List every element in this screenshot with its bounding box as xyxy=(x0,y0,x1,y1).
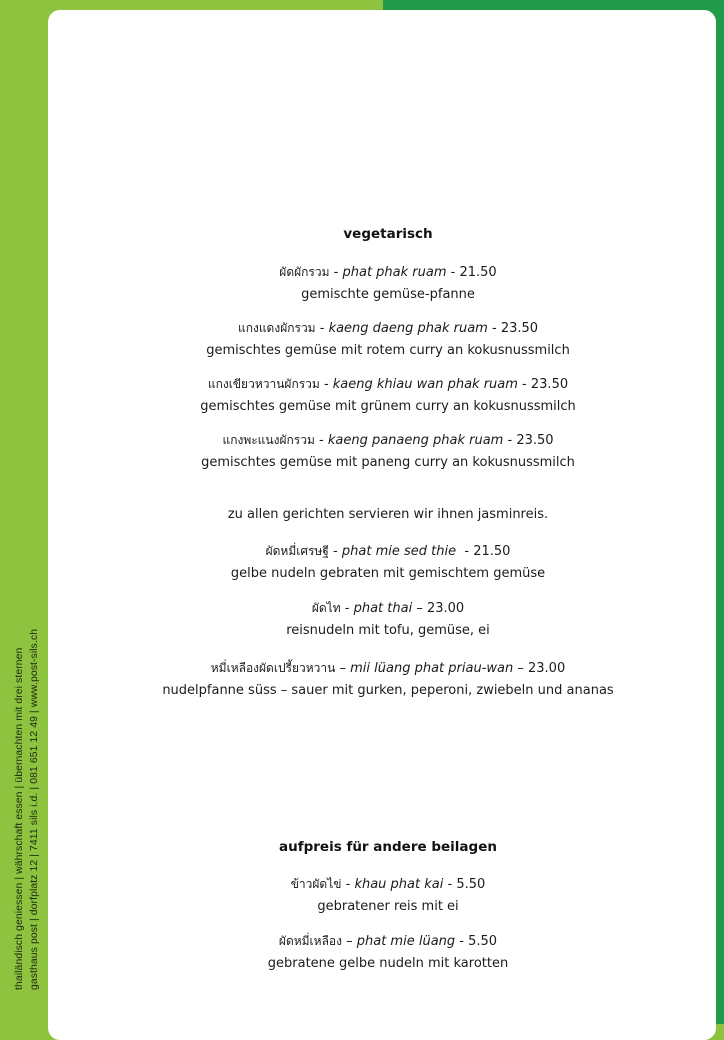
jasmine-rice-note: zu allen gerichten servieren wir ihnen jasminreis. xyxy=(227,507,549,522)
separator: - xyxy=(503,433,517,448)
menu-item-title-line xyxy=(48,429,724,452)
thai-name: ผัดไท xyxy=(311,601,341,615)
separator: - xyxy=(315,321,329,336)
separator: - xyxy=(446,265,460,280)
transliteration: phat phak ruam xyxy=(342,265,447,280)
price: 23.00 xyxy=(528,661,566,676)
menu-item xyxy=(48,930,724,975)
transliteration: phat thai xyxy=(353,601,413,616)
transliteration: mii lüang phat priau-wan xyxy=(350,661,514,676)
thai-name: ข้าวผัดไข่ xyxy=(290,877,342,891)
menu-item-description: gemischte gemüse-pfanne xyxy=(301,287,475,302)
menu-item-title-line xyxy=(48,930,724,953)
menu-item-description: gelbe nudeln gebraten mit gemischtem gemüse xyxy=(230,566,546,581)
separator: - xyxy=(517,377,531,392)
separator: - xyxy=(314,433,328,448)
separator: - xyxy=(487,321,501,336)
menu-item-description: gebratener reis mit ei xyxy=(317,899,459,914)
section-title-vegetarisch: vegetarisch xyxy=(343,226,433,242)
menu-item-description: gemischtes gemüse mit grünem curry an kokusnussmilch xyxy=(200,399,576,414)
separator: - xyxy=(456,544,474,559)
separator: - xyxy=(340,601,354,616)
menu-item-title-line xyxy=(48,873,724,896)
menu-item xyxy=(48,261,724,306)
price: 23.50 xyxy=(516,433,554,448)
menu-item-title-line xyxy=(48,540,724,563)
separator: – xyxy=(341,934,357,949)
menu-item-description: gemischtes gemüse mit paneng curry an kokusnussmilch xyxy=(201,455,575,470)
transliteration: kaeng panaeng phak ruam xyxy=(327,433,504,448)
menu-item-title-line xyxy=(48,261,724,284)
thai-name: แกงพะแนงผักรวม xyxy=(222,433,315,447)
transliteration: khau phat kai xyxy=(354,877,444,892)
thai-name: หมี่เหลืองผัดเปรี้ยวหวาน xyxy=(210,661,336,675)
separator: - xyxy=(328,544,342,559)
separator: – xyxy=(335,661,351,676)
sidebar-line-2: gasthaus post | dorfplatz 12 | 7411 sils i.d. | 081 651 12 49 | www.post-sils.ch xyxy=(29,628,40,990)
separator: - xyxy=(319,377,333,392)
menu-item-description: gemischtes gemüse mit rotem curry an kokusnussmilch xyxy=(206,343,570,358)
sidebar-line-1: thailändisch geniessen | währschaft essen | übernachten mit drei sternen xyxy=(14,647,25,990)
separator: - xyxy=(443,877,457,892)
separator: - xyxy=(329,265,343,280)
menu-item xyxy=(48,429,724,474)
menu-item-description: nudelpfanne süss – sauer mit gurken, peperoni, zwiebeln und ananas xyxy=(162,683,614,698)
separator: – xyxy=(412,601,427,616)
menu-item xyxy=(48,373,724,418)
price: 23.00 xyxy=(426,601,465,616)
menu-item-description: gebratene gelbe nudeln mit karotten xyxy=(267,956,509,971)
menu-item-title-line xyxy=(48,657,724,680)
menu-item xyxy=(48,597,724,642)
price: 21.50 xyxy=(459,265,497,280)
transliteration: phat mie lüang xyxy=(356,934,456,949)
thai-name: แกงแดงผักรวม xyxy=(237,321,316,335)
transliteration: kaeng daeng phak ruam xyxy=(328,321,488,336)
menu-item-title-line xyxy=(48,317,724,340)
sidebar-contact-info xyxy=(12,570,42,990)
section-title-beilagen: aufpreis für andere beilagen xyxy=(279,839,497,855)
thai-name: ผัดหมี่เหลือง xyxy=(278,934,342,948)
thai-name: ผัดหมี่เศรษฐี xyxy=(265,544,329,558)
separator: – xyxy=(513,661,528,676)
menu-item-description: reisnudeln mit tofu, gemüse, ei xyxy=(286,623,490,638)
price: 23.50 xyxy=(530,377,569,392)
menu-item-title-line xyxy=(48,373,724,396)
menu-item xyxy=(48,317,724,362)
price: 21.50 xyxy=(473,544,511,559)
price: 23.50 xyxy=(500,321,539,336)
thai-name: ผัดผักรวม xyxy=(279,265,330,279)
menu-item xyxy=(48,540,724,585)
thai-name: แกงเขียวหวานผักรวม xyxy=(207,377,320,391)
separator: - xyxy=(341,877,355,892)
menu-item xyxy=(48,873,724,918)
transliteration: phat mie sed thie xyxy=(341,544,457,559)
menu-item xyxy=(48,657,724,702)
transliteration: kaeng khiau wan phak ruam xyxy=(332,377,518,392)
price: 5.50 xyxy=(468,934,498,949)
separator: - xyxy=(455,934,469,949)
menu-item-title-line xyxy=(48,597,724,620)
price: 5.50 xyxy=(456,877,486,892)
